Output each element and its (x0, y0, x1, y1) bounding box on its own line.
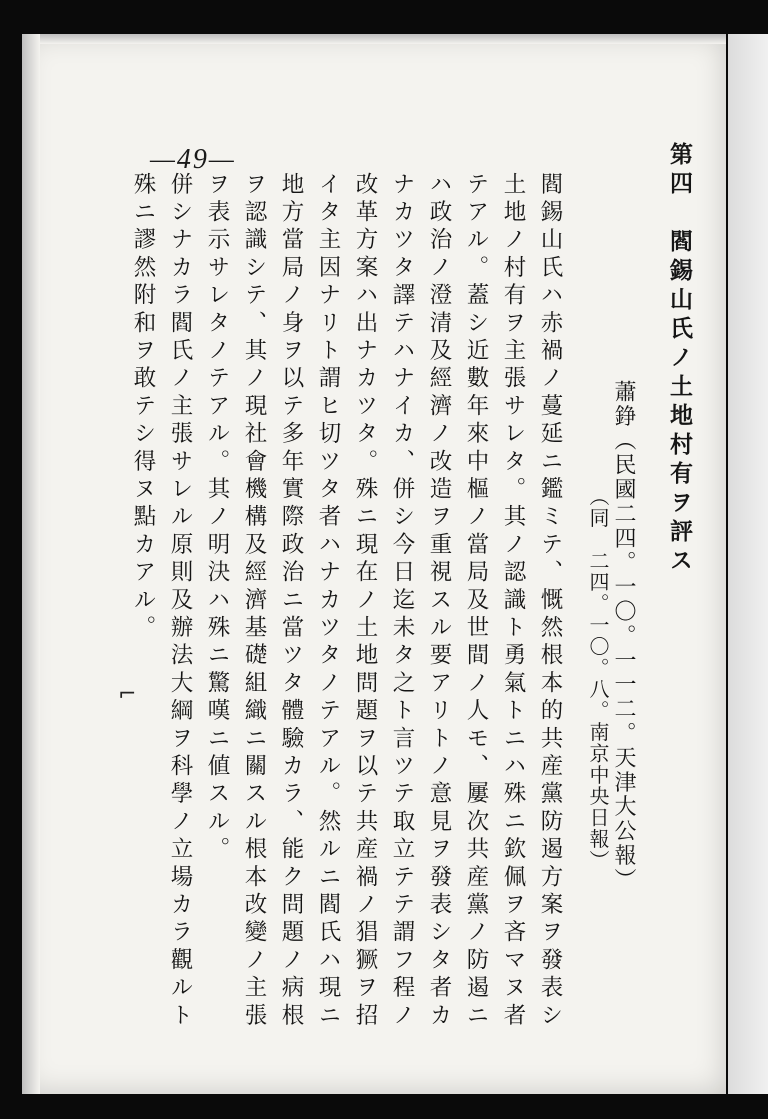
body-line-12: 殊ニ謬然附和ヲ敢テシ得ヌ點カアル。 (130, 172, 156, 643)
body-line-11: 併シナカラ閻氏ノ主張サレル原則及辦法大綱ヲ科學ノ立場カラ觀ルト (167, 172, 193, 1031)
document-page (22, 34, 726, 1094)
body-line-5: ナカツタ譯テハナイカ、併シ今日迄未タ之ト言ツテ取立テテ謂フ程ノ (389, 172, 415, 1031)
closing-mark: ⌐ (118, 682, 137, 707)
body-line-9: ヲ認識シテ、其ノ現社會機構及經濟基礎組織ニ關スル根本改變ノ主張 (241, 172, 267, 1031)
body-line-2: 土地ノ村有ヲ主張サレタ。其ノ認識ト勇氣トニハ殊ニ欽佩ヲ吝マヌ者 (500, 172, 526, 1031)
body-line-8: 地方當局ノ身ヲ以テ多年實際政治ニ當ツタ體驗カラ、能ク問題ノ病根 (278, 172, 304, 1031)
body-line-6: 改革方案ハ出ナカツタ。殊ニ現在ノ土地問題ヲ以テ共産禍ノ猖獗ヲ招 (352, 172, 378, 1031)
body-line-3: テアル。蓋シ近數年來中樞ノ當局及世間ノ人モ、屢次共産黨ノ防遏ニ (463, 172, 489, 1031)
body-line-7: イタ主因ナリト謂ヒ切ツタ者ハナカツタノテアル。然ルニ閻氏ハ現ニ (315, 172, 341, 1031)
adjacent-page-edge (728, 34, 768, 1094)
section-heading: 第四 閻錫山氏ノ土地村有ヲ評ス (666, 142, 693, 577)
body-line-10: ヲ表示サレタノテアル。其ノ明決ハ殊ニ驚嘆ニ値スル。 (204, 172, 230, 865)
source-citation: 蕭錚（民國二四。一〇。一一二。天津大公報） (611, 380, 636, 893)
body-line-1: 閻錫山氏ハ赤禍ノ蔓延ニ鑑ミテ、慨然根本的共産黨防遏方案ヲ發表シ (537, 172, 563, 1031)
page-number: —49— (150, 144, 236, 175)
body-line-4: ハ政治ノ澄清及經濟ノ改造ヲ重視スル要アリトノ意見ヲ發表シタ者カ (426, 172, 452, 1031)
source-citation-second: （同 二四。一〇。八。南京中央日報） (586, 486, 610, 872)
